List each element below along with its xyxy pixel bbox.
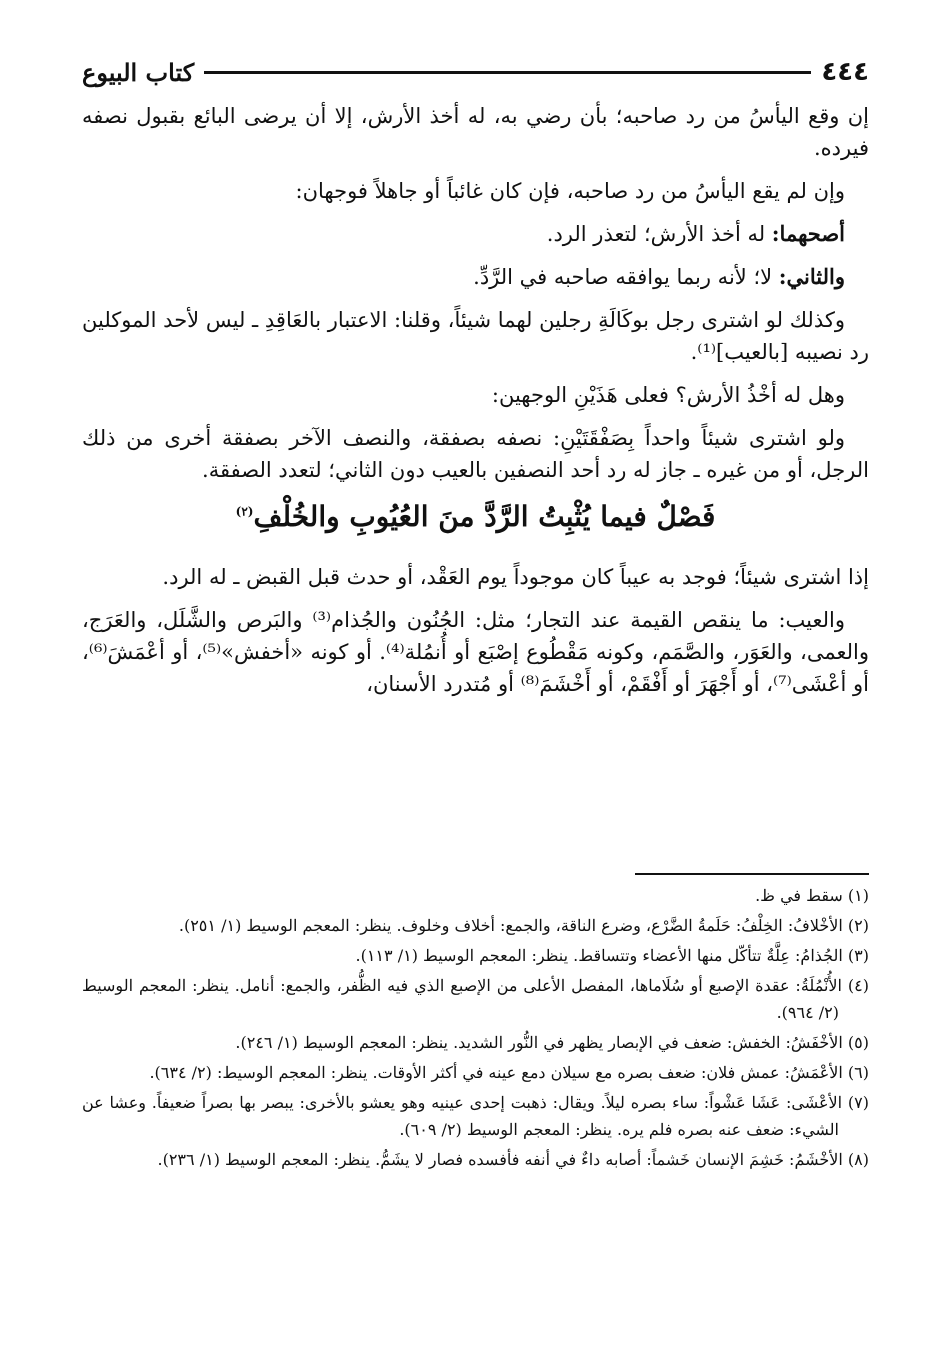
- paragraph-text: إذا اشترى شيئاً؛ فوجد به عيباً كان موجوداً يوم العَقْد، أو حدث قبل القبض ـ له الرد.: [162, 565, 869, 589]
- section-heading: [82, 497, 869, 537]
- footnote-8: (٨) الأخْشَمُ: خَشِمَ الإنسان خَشماً: أصابه داءٌ في أنفه فأفسده فصار لا يشَمُّ. ينظر: المعجم الوسيط (١/ ٢٣٦).: [157, 1150, 869, 1169]
- paragraph: [82, 304, 869, 368]
- paragraph-text: له أخذ الأرش؛ لتعذر الرد.: [546, 222, 772, 246]
- paragraph-text: ولو اشترى شيئاً واحداً بِصَفْقَتَيْنِ: نصفه بصفقة، والنصف الآخر بصفقة أخرى من ذلك الرجل، أو من غيره ـ جاز له رد أحد النصفين بالعيب دون الثاني؛ لتعدد الصفقة.: [82, 426, 869, 482]
- paragraph: [82, 218, 869, 250]
- running-title: كتاب البيوع: [82, 57, 195, 87]
- paragraph-text: وكذلك لو اشترى رجل بوكَالَةِ رجلين لهما شيئاً، وقلنا: الاعتبار بالعَاقِدِ ـ ليس لأحد الموكلين رد نصيبه [بالعيب]⁽¹⁾.: [82, 308, 869, 364]
- paragraph: [82, 422, 869, 486]
- paragraph: [82, 175, 869, 207]
- paragraph: [82, 561, 869, 593]
- paragraph: [82, 261, 869, 293]
- main-text: [82, 100, 869, 711]
- footnote-2: (٢) الأخْلافُ: الخِلْفُ: حَلَمةُ الضَّرْع، وضرع الناقة، والجمع: أخلاف وخلوف. ينظر: المعجم الوسيط (١/ ٢٥١).: [178, 916, 869, 935]
- paragraph-text: لا؛ لأنه ربما يوافقه صاحبه في الرَّدِّ.: [473, 265, 779, 289]
- paragraph-text: إن وقع اليأسُ من رد صاحبه؛ بأن رضي به، له أخذ الأرش، إلا أن يرضى البائع بقبول نصفه فيرده.: [82, 104, 869, 160]
- section-heading-text: فَصْلٌ فيما يُثْبِتُ الرَّدَّ منَ العُيُوبِ والخُلْفِ: [253, 500, 716, 533]
- paragraph: [82, 604, 869, 700]
- header-rule: [204, 71, 811, 74]
- footnotes: [82, 882, 869, 1176]
- paragraph-text: والعيب: ما ينقص القيمة عند التجار؛ مثل: الجُنُون والجُذام⁽³⁾ والبَرص والشَّلَل، والعَرَج، والعمى، والعَوَر، والصَّمَم، وكونه مَقْطُوع إصْبَع أو أُنمُلة⁽⁴⁾. أو كونه «أخفش»⁽⁵⁾، أو أعْمَشَ⁽⁶⁾، أو أعْشَى⁽⁷⁾، أو أَجْهَرَ أو أَفْقَمْ، أو أَخْشَمَ⁽⁸⁾ أو مُتدرد الأسنان،: [82, 608, 869, 696]
- footnote-5: (٥) الأخْفَشُ: الخفش: ضعف في الإبصار يظهر في النُّور الشديد. ينظر: المعجم الوسيط (١/ ٢٤٦).: [235, 1033, 869, 1052]
- footnote-1: (١) سقط في ظ.: [755, 886, 869, 905]
- paragraph: [82, 379, 869, 411]
- footnote-4: (٤) الأُنْمُلَةُ: عقدة الإصبع أو سُلَاماها، المفصل الأعلى من الإصبع الذي فيه الظُّفر، والجمع: أنامل. ينظر: المعجم الوسيط (٢/ ٩٦٤).: [82, 976, 870, 1022]
- paragraph: [82, 100, 869, 164]
- page-number: ٤٤٤: [821, 57, 869, 87]
- footnote-separator: [635, 873, 869, 875]
- paragraph-text: وهل له أخْذُ الأرش؟ فعلى هَذَيْنِ الوجهين:: [491, 383, 845, 407]
- footnote-6: (٦) الأعْمَشُ: عمش فلان: ضعف بصره مع سيلان دمع عينه في أكثر الأوقات. ينظر: المعجم الوسيط: (٢/ ٦٣٤).: [149, 1063, 869, 1082]
- page-header: [82, 52, 869, 92]
- footnote-3: (٣) الجُذامُ: عِلَّةٌ تتأكّل منها الأعضاء وتتساقط. ينظر: المعجم الوسيط (١/ ١١٣).: [355, 946, 869, 965]
- paragraph-term: والثاني:: [778, 264, 845, 289]
- paragraph-term: أصحهما:: [771, 221, 845, 246]
- footnote-7: (٧) الأعْشَى: عَشَا عَشْواً: ساء بصره ليلاً. ويقال: ذهبت إحدى عينيه وهو يعشو بالأخرى: يبصر بها بصراً ضعيفاً. وعشا عن الشيء: ضعف عنه بصره فلم يره. ينظر: المعجم الوسيط (٢/ ٦٠٩).: [82, 1093, 869, 1139]
- paragraph-text: وإن لم يقع اليأسُ من رد صاحبه، فإن كان غائباً أو جاهلاً فوجهان:: [295, 179, 845, 203]
- section-heading-footnote-ref: (٢): [235, 504, 254, 519]
